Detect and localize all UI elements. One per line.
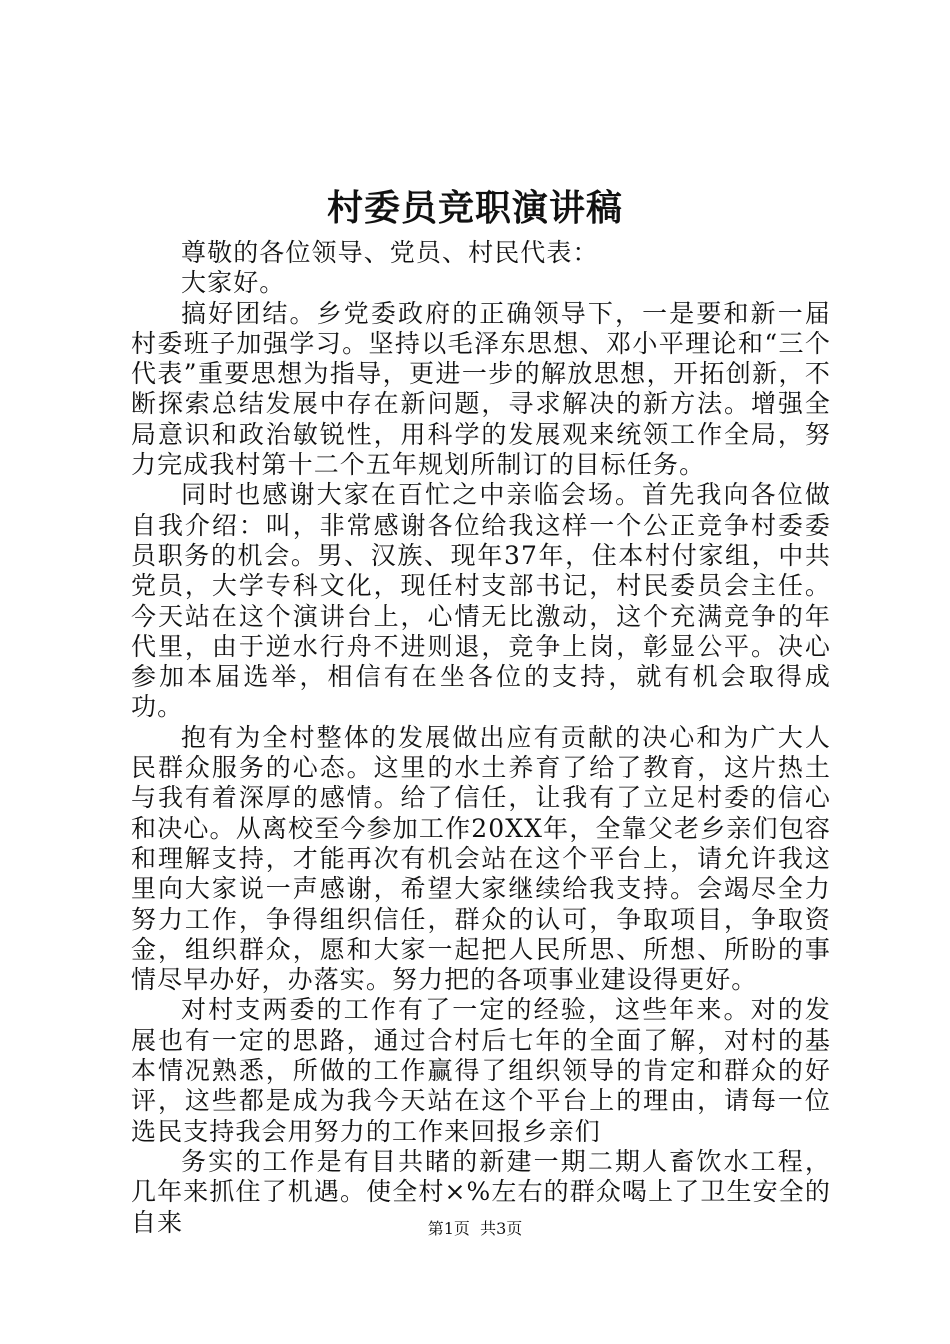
paragraph: 搞好团结。乡党委政府的正确领导下，一是要和新一届村委班子加强学习。坚持以毛泽东思想、邓小平理论和“三个代表”重要思想为指导，更进一步的解放思想，开拓创新，不断探索总结发展中存在新问题，寻求解决的新方法。增强全局意识和政治敏锐性，用科学的发展观来统领工作全局，努力完成我村第十二个五年规划所制订的目标任务。 (131, 298, 831, 480)
paragraph: 务实的工作是有目共睹的新建一期二期人畜饮水工程，几年来抓住了机遇。使全村×%左右的群众喝上了卫生安全的自来 (131, 1146, 831, 1237)
paragraph: 抱有为全村整体的发展做出应有贡献的决心和为广大人民群众服务的心态。这里的水土养育了给了教育，这片热土与我有着深厚的感情。给了信任，让我有了立足村委的信心和决心。从离校至今参加工作20XX年，全靠父老乡亲们包容和理解支持，才能再次有机会站在这个平台上，请允许我这里向大家说一声感谢，希望大家继续给我支持。会竭尽全力努力工作，争得组织信任，群众的认可，争取项目，争取资金，组织群众，愿和大家一起把人民所思、所想、所盼的事情尽早办好，办落实。努力把的各项事业建设得更好。 (131, 722, 831, 995)
document-title: 村委员竞职演讲稿 (326, 187, 623, 229)
page-number-footer: 第1页 共3页 (427, 1219, 523, 1238)
greeting: 大家好。 (181, 268, 286, 298)
paragraph: 同时也感谢大家在百忙之中亲临会场。首先我向各位做自我介绍：叫，非常感谢各位给我这样一个公正竞争村委委员职务的机会。男、汉族、现年37年，住本村付家组，中共党员，大学专科文化，现任村支部书记，村民委员会主任。今天站在这个演讲台上，心情无比激动，这个充满竞争的年代里，由于逆水行舟不进则退，竞争上岗，彰显公平。决心参加本届选举，相信有在坐各位的支持，就有机会取得成功。 (131, 480, 831, 722)
salutation: 尊敬的各位领导、党员、村民代表： (181, 238, 599, 267)
document-body (131, 238, 831, 1238)
paragraph: 对村支两委的工作有了一定的经验，这些年来。对的发展也有一定的思路，通过合村后七年的全面了解，对村的基本情况熟悉，所做的工作赢得了组织领导的肯定和群众的好评，这些都是成为我今天站在这个平台上的理由，请每一位选民支持我会用努力的工作来回报乡亲们 (131, 995, 831, 1146)
